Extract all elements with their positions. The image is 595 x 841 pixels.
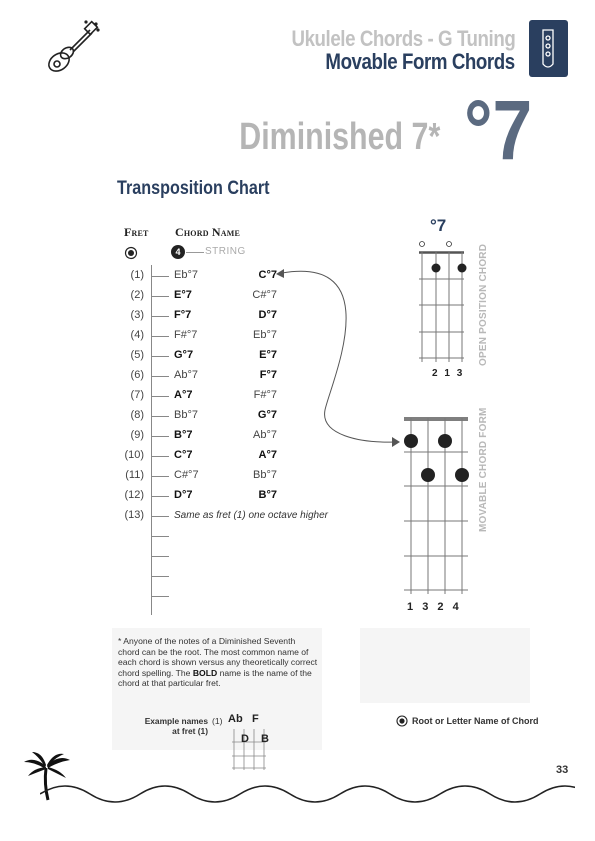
header-subtitle: Movable Form Chords [325, 49, 515, 74]
chord-name-b: A°7 [258, 449, 277, 461]
empty-row-tick [151, 536, 169, 537]
footnote-bold-word: BOLD [192, 667, 218, 678]
open-finger-2: 1 [444, 368, 450, 379]
fret-number: (13) [124, 509, 144, 521]
fret-number: (4) [130, 329, 144, 341]
chord-name-a: G°7 [174, 349, 194, 361]
legend-panel [360, 628, 530, 703]
movable-fingering [407, 601, 459, 613]
row-tick [151, 396, 169, 397]
chord-name-b: C#°7 [252, 289, 277, 301]
chord-name-b: C°7 [258, 269, 277, 281]
example-note-f: F [252, 713, 259, 725]
root-symbol-icon [124, 246, 138, 265]
chord-column-header: Chord Name [175, 225, 240, 239]
row-tick [151, 476, 169, 477]
fret-number: (1) [130, 269, 144, 281]
chord-name-a: B°7 [174, 429, 193, 441]
chord-symbol: °7 [464, 83, 533, 177]
row-tick [151, 356, 169, 357]
chord-name-b: E°7 [259, 349, 277, 361]
fret-number: (10) [124, 449, 144, 461]
row-tick [151, 336, 169, 337]
row-tick [151, 296, 169, 297]
chord-name-b: F°7 [259, 369, 277, 381]
section-title: Transposition Chart [117, 178, 270, 199]
chord-name-a: E°7 [174, 289, 192, 301]
row-tick [151, 316, 169, 317]
empty-row-tick [151, 596, 169, 597]
chord-name-a: C#°7 [174, 469, 199, 481]
row-tick [151, 456, 169, 457]
chord-name-a: Bb°7 [174, 409, 198, 421]
chord-name-a: Ab°7 [174, 369, 198, 381]
ukulele-icon [42, 18, 102, 78]
row-tick [151, 496, 169, 497]
fret-column-header: Fret [124, 225, 149, 239]
footnote-text [118, 636, 318, 689]
octave-note: Same as fret (1) one octave higher [174, 510, 328, 521]
open-fingering [432, 368, 462, 379]
root-legend-icon [396, 714, 408, 732]
chord-name-a: F#°7 [174, 329, 198, 341]
empty-row-tick [151, 576, 169, 577]
movable-finger-1: 1 [407, 601, 414, 613]
chord-name-a: A°7 [174, 389, 193, 401]
chord-name-b: G°7 [257, 409, 277, 421]
chord-name-a: C°7 [174, 449, 193, 461]
movable-chord-diagram [400, 416, 475, 601]
fret-number: (11) [125, 469, 144, 481]
movable-finger-3: 2 [437, 601, 444, 613]
example-fret: (1) [212, 716, 223, 726]
chord-name-b: F#°7 [253, 389, 277, 401]
row-tick [151, 416, 169, 417]
fret-number: (3) [130, 309, 144, 321]
string-label: STRING [205, 246, 246, 257]
chord-name-b: Ab°7 [253, 429, 277, 441]
fret-number: (2) [130, 289, 144, 301]
chord-name-a: F°7 [174, 309, 192, 321]
page-number: 33 [556, 764, 569, 776]
chord-name-b: Bb°7 [253, 469, 277, 481]
table-rule [151, 265, 152, 615]
open-chord-diagram [414, 240, 474, 371]
chapter-badge [529, 20, 568, 77]
example-note-b: B [261, 733, 269, 745]
example-note-d: D [241, 733, 249, 745]
movable-finger-2: 3 [422, 601, 429, 613]
string-pointer [186, 252, 204, 253]
open-finger-1: 2 [432, 368, 438, 379]
chord-name-b: Eb°7 [253, 329, 277, 341]
header-title: Ukulele Chords - G Tuning [291, 26, 515, 51]
chord-type-title: Diminished 7* [238, 116, 440, 158]
movable-finger-4: 4 [452, 601, 459, 613]
row-tick [151, 276, 169, 277]
chord-name-a: Eb°7 [174, 269, 198, 281]
open-finger-3: 3 [456, 368, 463, 379]
open-diagram-title: °7 [430, 216, 447, 235]
chord-name-b: B°7 [258, 489, 277, 501]
footnote-part1: * Anyone of the notes of a Diminished Seventh chord can be the root. The most common name of each chord is shown versus any theoretically correct chord spelling. The [118, 636, 318, 678]
row-tick [151, 436, 169, 437]
fret-number: (5) [130, 349, 144, 361]
fret-number: (12) [124, 489, 144, 501]
row-tick [151, 516, 169, 517]
fret-number: (9) [130, 429, 144, 441]
example-note-ab: Ab [228, 713, 243, 725]
chord-name-a: D°7 [174, 489, 193, 501]
open-position-label: OPEN POSITION CHORD [478, 243, 489, 366]
fret-number: (6) [130, 369, 144, 381]
string-number-badge: 4 [171, 245, 185, 259]
footnote-part2: name is the name of the chord at that particular fret. [118, 667, 312, 688]
root-legend-text: Root or Letter Name of Chord [412, 716, 539, 726]
movable-form-label: MOVABLE CHORD FORM [478, 407, 489, 532]
fret-number: (8) [130, 409, 144, 421]
empty-row-tick [151, 556, 169, 557]
transposition-arrow [270, 265, 410, 455]
fret-number: (7) [130, 389, 144, 401]
footer-wave [40, 776, 575, 811]
example-label: Example names at fret (1) [144, 716, 208, 736]
row-tick [151, 376, 169, 377]
chord-name-b: D°7 [258, 309, 277, 321]
